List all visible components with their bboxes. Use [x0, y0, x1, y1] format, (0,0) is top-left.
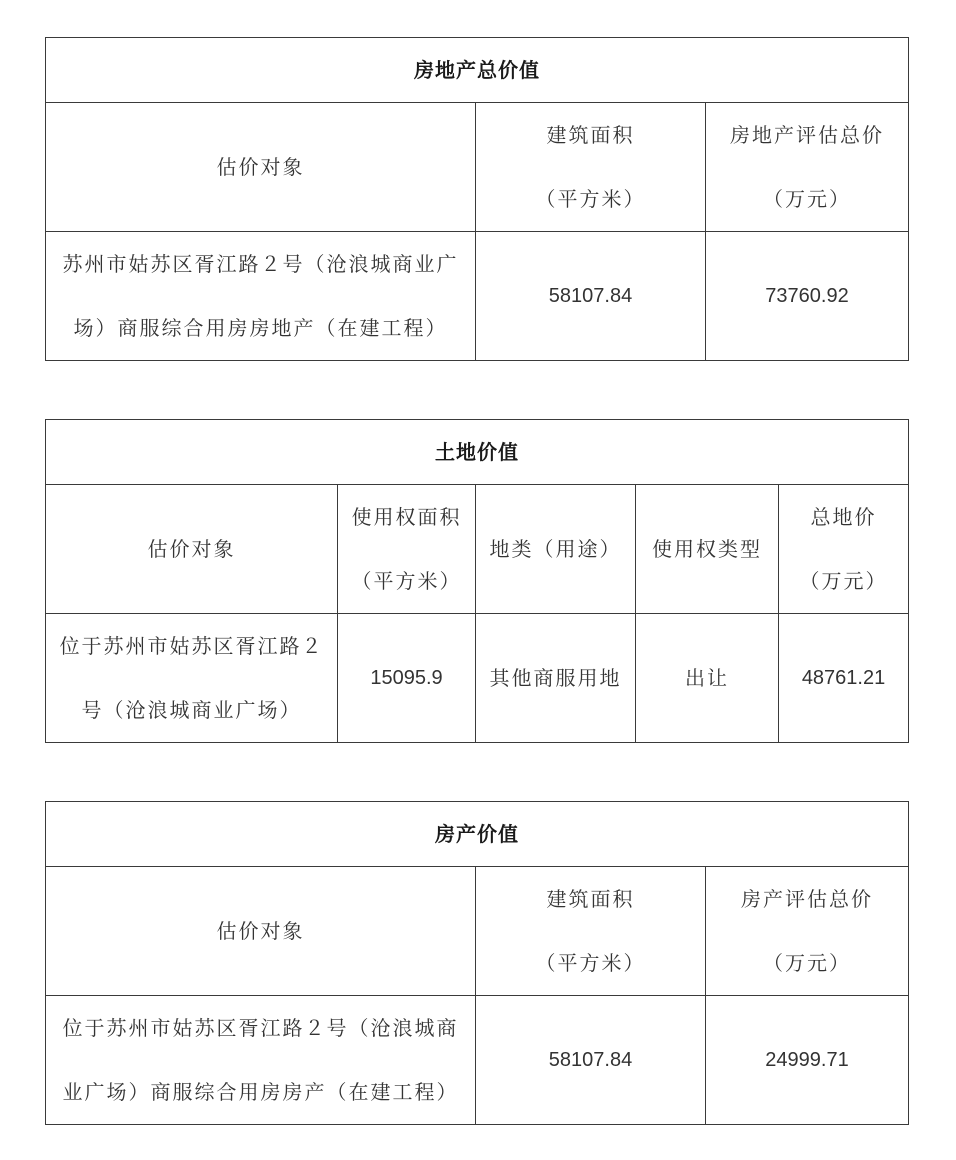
header-area-unit: （平方米） — [535, 187, 646, 211]
cell-object-line2: 场）商服综合用房房地产（在建工程） — [73, 316, 448, 340]
table-row — [46, 232, 909, 361]
real-estate-total-value-table — [45, 37, 909, 361]
header-right-type: 使用权类型 — [636, 485, 779, 614]
cell-land-type: 其他商服用地 — [476, 614, 636, 743]
land-value-table — [45, 419, 909, 743]
header-price-unit: （万元） — [763, 187, 851, 211]
cell-object-line2: 号（沧浪城商业广场） — [81, 698, 302, 722]
cell-object — [46, 232, 476, 361]
cell-price: 73760.92 — [706, 232, 909, 361]
header-price — [706, 103, 909, 232]
header-price-label: 房地产评估总价 — [730, 123, 884, 147]
header-area-label: 使用权面积 — [351, 505, 462, 529]
header-area — [476, 103, 706, 232]
cell-object-line1: 苏州市姑苏区胥江路２号（沧浪城商业广 — [62, 252, 459, 276]
table-row — [46, 996, 909, 1125]
header-area-label: 建筑面积 — [546, 123, 635, 147]
header-object: 估价对象 — [46, 103, 476, 232]
table-row — [46, 614, 909, 743]
cell-object-line1: 位于苏州市姑苏区胥江路２号（沧浪城商 — [62, 1016, 459, 1040]
header-price-unit: （万元） — [763, 951, 851, 975]
cell-object — [46, 996, 476, 1125]
cell-right-type: 出让 — [636, 614, 779, 743]
table-title: 土地价值 — [46, 420, 909, 485]
table-title: 房产价值 — [46, 802, 909, 867]
cell-area: 58107.84 — [476, 232, 706, 361]
header-land-type: 地类（用途） — [476, 485, 636, 614]
header-object: 估价对象 — [46, 485, 338, 614]
header-area-unit: （平方米） — [535, 951, 646, 975]
header-area — [338, 485, 476, 614]
header-price-label: 总地价 — [810, 505, 877, 529]
cell-price: 24999.71 — [706, 996, 909, 1125]
building-value-table — [45, 801, 909, 1125]
header-area-label: 建筑面积 — [546, 887, 635, 911]
header-price-unit: （万元） — [799, 569, 888, 593]
header-area-unit: （平方米） — [351, 569, 462, 593]
cell-object-line2: 业广场）商服综合用房房产（在建工程） — [62, 1080, 459, 1104]
header-price — [706, 867, 909, 996]
cell-price: 48761.21 — [779, 614, 909, 743]
header-area — [476, 867, 706, 996]
table-title: 房地产总价值 — [46, 38, 909, 103]
cell-object — [46, 614, 338, 743]
cell-object-line1: 位于苏州市姑苏区胥江路２ — [59, 634, 324, 658]
cell-area: 15095.9 — [338, 614, 476, 743]
header-object: 估价对象 — [46, 867, 476, 996]
header-price — [779, 485, 909, 614]
header-price-label: 房产评估总价 — [741, 887, 873, 911]
cell-area: 58107.84 — [476, 996, 706, 1125]
